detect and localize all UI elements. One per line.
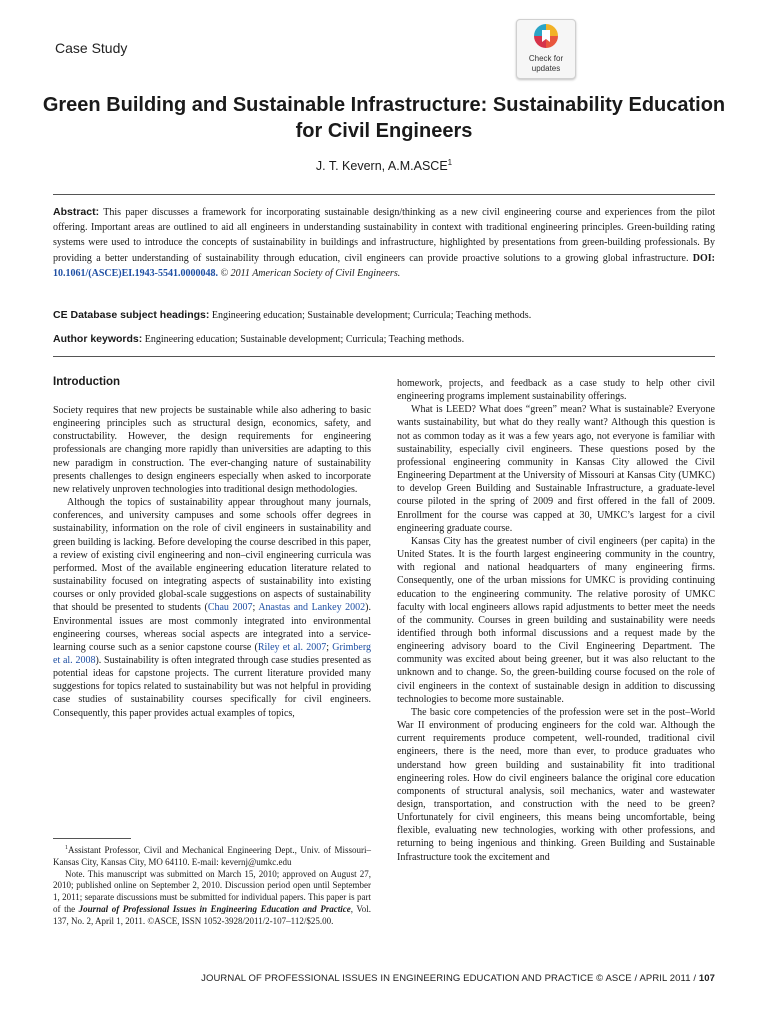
doi-link[interactable]: 10.1061/(ASCE)EI.1943-5541.0000048. (53, 267, 219, 279)
citation-link[interactable]: Grimberg et al. 2008 (53, 641, 371, 666)
text-run: ; (252, 602, 259, 614)
manuscript-note (53, 869, 371, 928)
paragraph: Society requires that new projects be sustainable while also adhering to basic engineering principles such as structural design, economics, safety, and constructability. However, the design requirements for engineering professionals are changing more rapidly than universities are adapting to this new paradigm in construction. The ever-changing nature of sustainability presents challenges to design engineers especially when asked to incorporate new relatively unproven technologies into traditional design methodologies. (53, 405, 371, 495)
copyright: © 2011 American Society of Civil Engineers. (220, 267, 401, 279)
text-run: , Vol. 137, No. 2, April 1, 2011. ©ASCE, ISSN 1052-3928/2011/2-107–112/$25.00. (53, 903, 371, 926)
page-number: 107 (698, 973, 715, 984)
section-heading: Introduction (53, 376, 121, 388)
text-run: Note. This manuscript was submitted on March 15, 2010; approved on August 27, 2010; published online on September 2, 2010. Discussion period open until September 1, 2011; separate discussions must be submitted for individual papers. This paper is part of the (53, 868, 371, 914)
author-line (0, 158, 768, 173)
abstract-text: This paper discusses a framework for incorporating sustainable design/thinking as a new civil engineering course and experiences from the pilot offering. Important areas are outlined to aid all engineers in understanding sustainability in context with traditional engineering principles. Green-building rating systems were used to introduce the concepts of sustainability in buildings and infrastructure, highlighted by presentations from green-building professionals. By providing a better understanding of sustainability through education, civil engineers can provide proactive solutions to a growing global infrastructure. (53, 207, 715, 264)
paragraph: The basic core competencies of the profession were set in the post–World War II environment of producing engineers for the cold war. Although the current requirements produce competent, well-rounded, traditional civil engineers, there is the need, more than ever, to produce graduates who understand how green building and sustainability fit into traditional engineering roles. How do civil engineers balance the original core education components of structural analysis, soil mechanics, water and wastewater design, transportation, and construction with the need to be green? Unfortunately for civil engineers, this means being uncomfortable, being flexible, evaluating new technologies, working with other professions, and returning to being ingenious and thinking. Green Building and Sustainable Infrastructure took the excitement and (397, 706, 715, 863)
journal-name: Journal of Professional Issues in Engineering Education and Practice (78, 903, 351, 914)
bookmark-icon (534, 24, 558, 48)
citation-link[interactable]: Chau 2007 (207, 602, 253, 614)
author-footnote-mark: 1 (447, 158, 453, 167)
abstract (53, 205, 715, 281)
subject-headings-label: CE Database subject headings: (53, 309, 210, 321)
section-label: Case Study (55, 40, 128, 56)
text-run: ). Environmental issues are most commonly integrated into environmental engineering courses, whereas social aspects are integrated into a service-learning course such as a senior capstone course ( (53, 602, 372, 653)
author-keywords-text: Engineering education; Sustainable development; Curricula; Teaching methods. (144, 334, 465, 345)
badge-label: Check for updates (528, 54, 564, 73)
subject-headings (53, 308, 715, 323)
paragraph: Kansas City has the greatest number of civil engineers (per capita) in the United States. It is the fourth largest engineering community in the country, with regional and national headquarters of many engineering firms. Consequently, one of the urban missions for UMKC is providing continuing education to the engineering community. The relative porosity of UMKC faculty with local engineers allows rapid adjustments to better meet the needs of the community. Courses in green building and sustainability were needs identified through both informal discussions and a request made by the engineering advisory board to the Civil Engineering Department. The community was excited about being greener, but it was also reluctant to the unknown and to change. So, the green-building course focused on the role of civil engineers in the context of sustainable design in addition to discussing technologies to become more sustainable. (397, 535, 715, 705)
footnote (53, 843, 371, 869)
doi-label: DOI: (692, 252, 716, 264)
divider (53, 356, 715, 357)
text-run: ). Sustainability is often integrated through case studies presented as potential ideas for capstone projects. The current literature provided many suggestions for topics related to sustainability but was not helpful in providing case studies of sustainability courses specifically for civil engineers. Consequently, this paper provides actual examples of topics, (53, 654, 371, 719)
left-column (53, 404, 371, 720)
footnote-text: Assistant Professor, Civil and Mechanical Engineering Dept., Univ. of Missouri–Kansas City, Kansas City, MO 64110. E-mail: kevernj@umkc.edu (53, 845, 371, 867)
author-keywords-label: Author keywords: (53, 333, 143, 345)
abstract-label: Abstract: (53, 206, 100, 218)
footnote-mark: 1 (65, 845, 68, 851)
footnote-divider (53, 838, 131, 839)
divider (53, 194, 715, 195)
paragraph: What is LEED? What does “green” mean? What is sustainable? Everyone wants sustainability, but what do they really want? Although this question is not as common today as it was a few years ago, not everyone is familiar with sustainability, especially civil engineers. These questions posed by the professional engineering community in Kansas City allowed the Civil Engineering Department at the University of Missouri at Kansas City (UMKC) to develop Green Building and Sustainable Infrastructure, a graduate-level course piloted in the spring of 2009 and first offered in the fall of 2009. Enrollment for the course was capped at 30, UMKC’s largest for a civil engineering graduate course. (397, 404, 715, 534)
subject-headings-text: Engineering education; Sustainable development; Curricula; Teaching methods. (211, 310, 532, 321)
citation-link[interactable]: Riley et al. 2007 (257, 641, 327, 653)
paper-title: Green Building and Sustainable Infrastructure: Sustainability Education for Civil Engineers (42, 94, 726, 142)
page-footer (201, 973, 715, 984)
citation-link[interactable]: Anastas and Lankey 2002 (258, 602, 366, 614)
right-column (397, 377, 715, 864)
text-run: ; (326, 641, 333, 653)
author-keywords (53, 332, 715, 347)
footnotes (53, 843, 371, 928)
text-run: Although the topics of sustainability appear throughout many journals, conferences, and university campuses and some schools offer degrees in sustainability, information on the role of civil engineers in sustainability and green building is lacking. Before developing the course described in this paper, a review of existing civil engineering and non–civil engineering curricula was performed. Most of the available engineering education literature related to sustainability focused on integrating aspects of sustainability into existing courses or only provided global-scale suggestions on aspects of sustainability that should be presented to students ( (53, 497, 371, 614)
paragraph (53, 496, 371, 720)
paragraph: homework, projects, and feedback as a case study to help other civil engineering programs implement sustainability offerings. (397, 378, 715, 403)
check-for-updates-badge[interactable] (516, 19, 576, 79)
footer-text: JOURNAL OF PROFESSIONAL ISSUES IN ENGINEERING EDUCATION AND PRACTICE © ASCE / APRIL 2011 / (201, 973, 699, 984)
author-name: J. T. Kevern, A.M.ASCE (315, 159, 448, 174)
